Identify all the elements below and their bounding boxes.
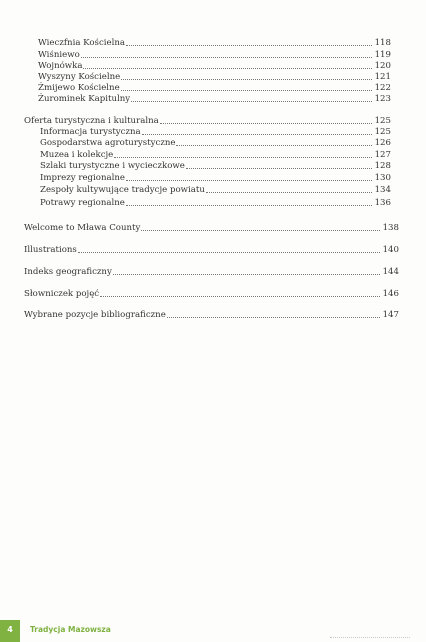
toc-leader-dots (121, 79, 371, 80)
toc-entry-page: 140 (382, 245, 399, 255)
toc-leader-dots (176, 145, 371, 146)
toc-section-title: Wybrane pozycje bibliograficzne (24, 310, 166, 320)
toc-section-title: Oferta turystyczna i kulturalna (24, 116, 159, 126)
toc-leader-dots (114, 157, 371, 158)
toc-entry-title: Muzea i kolekcje (40, 150, 114, 160)
toc-leader-dots (113, 274, 380, 275)
toc-entry-page: 121 (374, 72, 391, 82)
toc-section-welcome (24, 221, 399, 233)
toc-entry-page: 134 (374, 185, 391, 195)
toc-entry-page: 120 (374, 61, 391, 71)
toc-leader-dots (131, 101, 371, 102)
toc-section-bibliografia (24, 308, 399, 320)
toc-entry-imprezy (40, 171, 391, 183)
toc-entry-zespoly (40, 183, 391, 195)
toc-leader-dots (100, 296, 380, 297)
toc-entry-page: 127 (374, 150, 391, 160)
toc-section-title: Słowniczek pojęć (24, 289, 100, 299)
toc-leader-dots (160, 123, 372, 124)
toc-entry-page: 136 (374, 198, 391, 208)
toc-entry-title: Wiśniewo (38, 50, 80, 60)
toc-entry-title: Żmijewo Kościelne (38, 83, 120, 93)
toc-section-title: Indeks geograficzny (24, 267, 112, 277)
toc-section-title: Illustrations (24, 245, 77, 255)
footer-label: Tradycja Mazowsza (30, 625, 111, 634)
toc-entry-szlaki (40, 159, 391, 171)
toc-leader-dots (167, 317, 380, 318)
toc-entry-page: 130 (374, 173, 391, 183)
toc-leader-dots (81, 57, 372, 58)
toc-entry-title: Zespoły kultywujące tradycje powiatu (40, 185, 205, 195)
toc-entry-page: 138 (382, 223, 399, 233)
toc-entry-title: Żurominek Kapitulny (38, 94, 131, 104)
toc-entry-title: Wieczfnia Kościelna (38, 38, 126, 48)
toc-entry-title: Wojnówka (38, 61, 83, 71)
toc-leader-dots (141, 230, 379, 231)
toc-entry-wieczfnia (38, 36, 391, 48)
toc-entry-title: Imprezy regionalne (40, 173, 125, 183)
toc-entry-page: 125 (374, 127, 391, 137)
toc-leader-dots (83, 68, 371, 69)
toc-leader-dots (126, 180, 372, 181)
toc-section-indeks (24, 265, 399, 277)
toc-leader-dots (126, 45, 372, 46)
toc-entry-page: 123 (374, 94, 391, 104)
toc-section-slowniczek (24, 287, 399, 299)
toc-leader-dots (206, 192, 372, 193)
page-number: 4 (7, 625, 13, 634)
toc-leader-dots (121, 90, 372, 91)
toc-leader-dots (186, 168, 372, 169)
toc-entry-potrawy (40, 196, 391, 208)
footer-divider (330, 637, 410, 638)
toc-entry-page: 144 (382, 267, 399, 277)
toc-entry-title: Gospodarstwa agroturystyczne (40, 138, 176, 148)
toc-section-title: Welcome to Mława County (24, 223, 141, 233)
toc-entry-page: 125 (374, 116, 391, 126)
toc-leader-dots (142, 134, 372, 135)
toc-entry-zurominek (38, 92, 391, 104)
toc-leader-dots (126, 205, 372, 206)
toc-entry-page: 119 (374, 50, 391, 60)
toc-section-illustrations (24, 243, 399, 255)
toc-entry-page: 126 (374, 138, 391, 148)
toc-entry-page: 147 (382, 310, 399, 320)
toc-entry-page: 122 (374, 83, 391, 93)
toc-entry-page: 128 (374, 161, 391, 171)
toc-entry-title: Szlaki turystyczne i wycieczkowe (40, 161, 185, 171)
toc-entry-gospodarstwa (40, 136, 391, 148)
toc-leader-dots (78, 252, 380, 253)
toc-entry-title: Informacja turystyczna (40, 127, 141, 137)
toc-entry-page: 146 (382, 289, 399, 299)
toc-entry-title: Wyszyny Kościelne (38, 72, 121, 82)
toc-entry-page: 118 (374, 38, 391, 48)
toc-entry-title: Potrawy regionalne (40, 198, 125, 208)
